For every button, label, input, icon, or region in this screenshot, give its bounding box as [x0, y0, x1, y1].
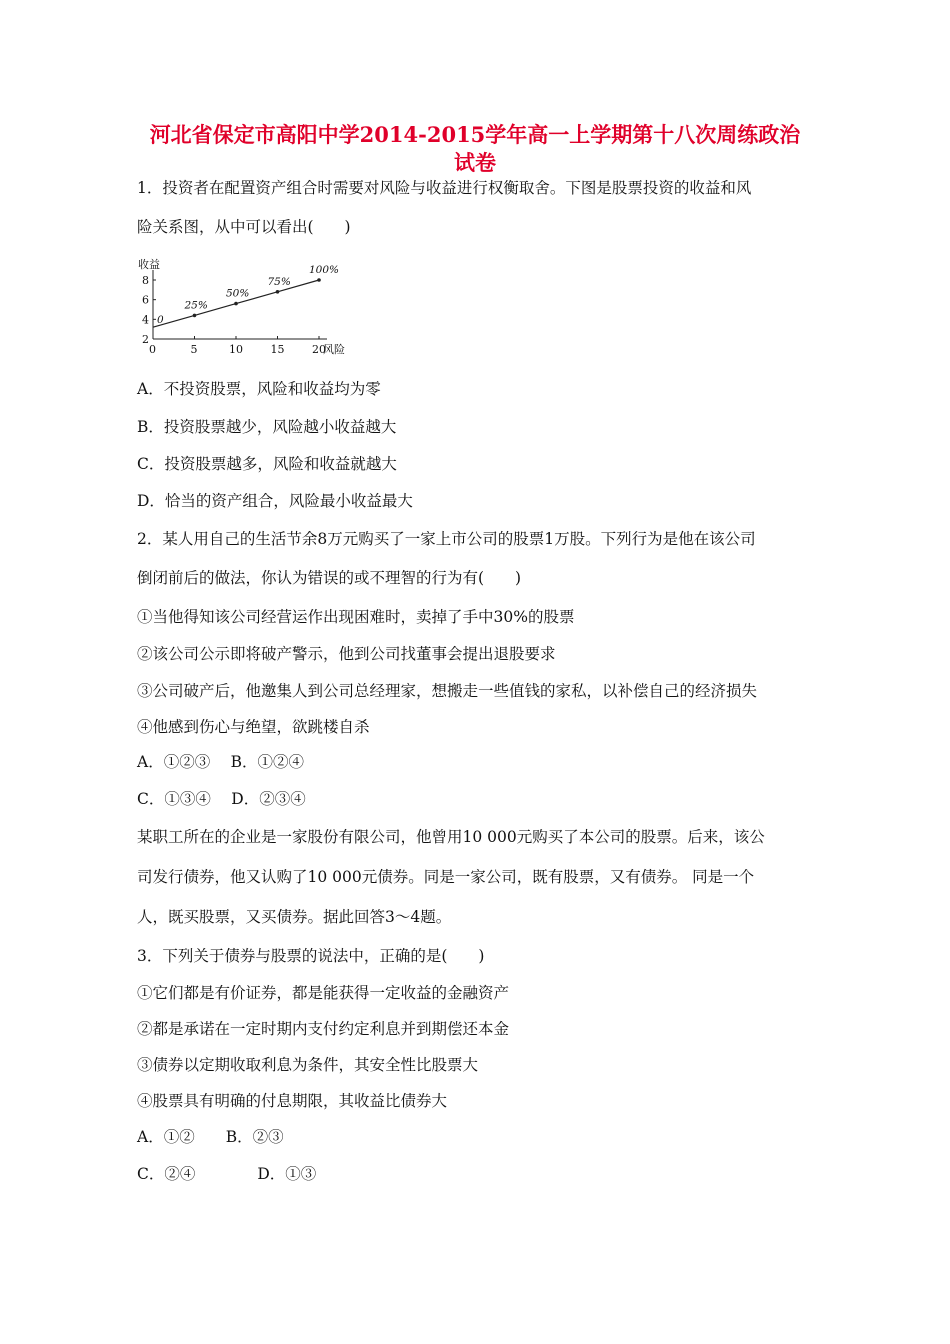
passage-line3: 人，既买股票，又买债券。据此回答3～4题。 [137, 908, 452, 926]
x-tick-label: 0 [149, 343, 156, 356]
data-point [234, 302, 238, 306]
data-point [193, 314, 197, 318]
q1-option-a: A．不投资股票，风险和收益均为零 [137, 380, 381, 398]
q2-options-row1: A．①②③ B．①②④ [137, 753, 305, 771]
x-tick-label: 20 [312, 343, 326, 356]
x-tick-label: 15 [270, 343, 285, 356]
y-tick-label: 6 [142, 293, 149, 307]
data-point-label: 50% [226, 287, 250, 300]
q1-option-d: D．恰当的资产组合，风险最小收益最大 [137, 492, 413, 510]
document-title-line1: 河北省保定市高阳中学2014-2015学年高一上学期第十八次周练政治 [149, 122, 801, 147]
q2-item-4: ④他感到伤心与绝望，欲跳楼自杀 [137, 718, 370, 736]
q2-options-row2: C．①③④ D．②③④ [137, 790, 306, 808]
q1-stem-line2: 险关系图，从中可以看出( ) [137, 218, 351, 236]
q3-options-row2: C．②④ D．①③ [137, 1165, 317, 1183]
risk-return-chart [130, 256, 370, 360]
q2-item-2: ②该公司公示即将破产警示，他到公司找董事会提出退股要求 [137, 645, 556, 663]
q2-item-1: ①当他得知该公司经营运作出现困难时，卖掉了手中30%的股票 [137, 608, 575, 626]
q3-stem: 3．下列关于债券与股票的说法中，正确的是( ) [137, 947, 485, 965]
data-point-label: 0 [157, 314, 164, 327]
y-axis-label: 收益 [138, 258, 160, 271]
q2-item-3: ③公司破产后，他邀集人到公司总经理家，想搬走一些值钱的家私，以补偿自己的经济损失 [137, 682, 758, 700]
data-point [317, 278, 321, 282]
q1-option-b: B．投资股票越少，风险越小收益越大 [137, 418, 397, 436]
q3-item-3: ③债券以定期收取利息为条件，其安全性比股票大 [137, 1056, 479, 1074]
q3-item-1: ①它们都是有价证券，都是能获得一定收益的金融资产 [137, 984, 510, 1002]
x-tick-label: 5 [190, 343, 198, 356]
q1-stem-line1: 1．投资者在配置资产组合时需要对风险与收益进行权衡取舍。下图是股票投资的收益和风 [137, 179, 752, 197]
data-point-label: 25% [184, 299, 208, 312]
data-point [276, 290, 280, 294]
data-point-label: 75% [267, 275, 291, 288]
y-tick-label: 4 [142, 313, 149, 327]
q3-options-row1: A．①② B．②③ [137, 1128, 284, 1146]
q3-item-4: ④股票具有明确的付息期限，其收益比债券大 [137, 1092, 448, 1110]
q3-item-2: ②都是承诺在一定时期内支付约定利息并到期偿还本金 [137, 1020, 510, 1038]
y-tick-label: 2 [142, 333, 149, 346]
data-point-label: 100% [309, 264, 340, 276]
passage-line2: 司发行债券，他又认购了10 000元债券。同是一家公司，既有股票，又有债券。 同是一个 [137, 868, 755, 886]
q2-stem-line1: 2．某人用自己的生活节余8万元购买了一家上市公司的股票1万股。下列行为是他在该公司 [137, 530, 756, 548]
q1-option-c: C．投资股票越多，风险和收益就越大 [137, 455, 397, 473]
y-tick-label: 8 [142, 274, 149, 287]
x-axis-label: 风险 [323, 343, 345, 356]
x-tick-label: 10 [229, 343, 243, 356]
document-title-line2: 试卷 [454, 150, 496, 175]
q2-stem-line2: 倒闭前后的做法，你认为错误的或不理智的行为有( ) [137, 569, 522, 587]
passage-line1: 某职工所在的企业是一家股份有限公司，他曾用10 000元购买了本公司的股票。后来，该公 [137, 828, 765, 846]
